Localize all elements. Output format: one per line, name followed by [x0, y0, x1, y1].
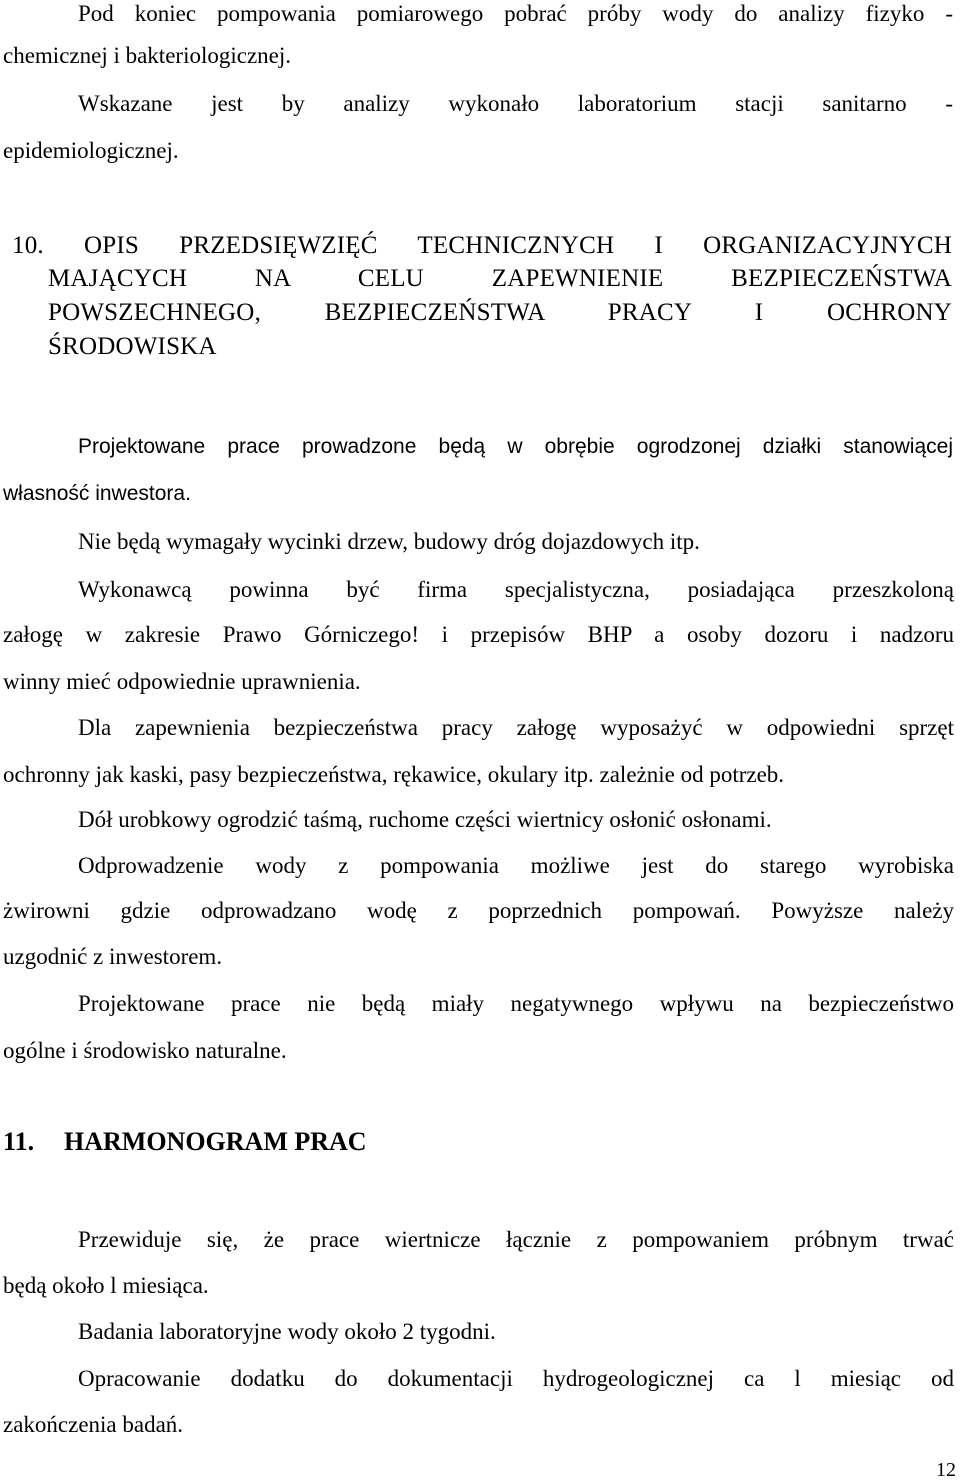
s11-paragraph-3-line-2: zakończenia badań. [3, 1412, 184, 1437]
s11-paragraph-3-line-1: Opracowanie dodatku do dokumentacji hydrogeologicznej ca l miesiąc od [78, 1366, 954, 1391]
s11-paragraph-1-line-2: będą około l miesiąca. [3, 1273, 209, 1298]
section-11-number: 11. [3, 1127, 35, 1156]
intro-line-4: epidemiologicznej. [3, 138, 179, 163]
s10-paragraph-7-line-2: ogólne i środowisko naturalne. [3, 1038, 287, 1063]
s10-paragraph-7-line-1: Projektowane prace nie będą miały negatywnego wpływu na bezpieczeństwo [78, 991, 954, 1016]
intro-line-2: chemicznej i bakteriologicznej. [3, 43, 292, 68]
s10-paragraph-5-line-1: Dół urobkowy ogrodzić taśmą, ruchome części wiertnicy osłonić osłonami. [78, 807, 772, 832]
section-11-title: HARMONOGRAM PRAC [64, 1127, 367, 1156]
s10-paragraph-3-line-2: załogę w zakresie Prawo Górniczego! i przepisów BHP a osoby dozoru i nadzoru [3, 622, 954, 647]
section-10-heading-line-3: POWSZECHNEGO, BEZPIECZEŃSTWA PRACY I OCHRONY [48, 299, 952, 326]
intro-line-3: Wskazane jest by analizy wykonało laboratorium stacji sanitarno - [78, 91, 953, 116]
section-10-heading-line-4: ŚRODOWISKA [48, 333, 217, 360]
s11-paragraph-1-line-1: Przewiduje się, że prace wiertnicze łącznie z pompowaniem próbnym trwać [78, 1227, 954, 1252]
s10-paragraph-2-line-1: Nie będą wymagały wycinki drzew, budowy dróg dojazdowych itp. [78, 529, 700, 554]
s10-paragraph-6-line-2: żwirowni gdzie odprowadzano wodę z poprzednich pompowań. Powyższe należy [3, 898, 954, 923]
s10-paragraph-1-line-1: Projektowane prace prowadzone będą w obrębie ogrodzonej działki stanowiącej [78, 435, 953, 458]
intro-line-1: Pod koniec pompowania pomiarowego pobrać próby wody do analizy fizyko - [78, 1, 953, 26]
page-number: 12 [936, 1459, 956, 1481]
section-10-heading-line-2: MAJĄCYCH NA CELU ZAPEWNIENIE BEZPIECZEŃSTWA [48, 265, 952, 292]
section-10-heading-line-1: 10. OPIS PRZEDSIĘWZIĘĆ TECHNICZNYCH I ORGANIZACYJNYCH [12, 232, 952, 259]
s10-paragraph-4-line-2: ochronny jak kaski, pasy bezpieczeństwa, rękawice, okulary itp. zależnie od potrzeb. [3, 762, 785, 787]
s10-paragraph-6-line-3: uzgodnić z inwestorem. [3, 944, 223, 969]
s10-paragraph-1-line-2: własność inwestora. [3, 482, 191, 505]
s10-paragraph-3-line-3: winny mieć odpowiednie uprawnienia. [3, 669, 361, 694]
s10-paragraph-4-line-1: Dla zapewnienia bezpieczeństwa pracy załogę wyposażyć w odpowiedni sprzęt [78, 715, 954, 740]
s10-paragraph-6-line-1: Odprowadzenie wody z pompowania możliwe jest do starego wyrobiska [78, 853, 954, 878]
s11-paragraph-2-line-1: Badania laboratoryjne wody około 2 tygodni. [78, 1319, 496, 1344]
s10-paragraph-3-line-1: Wykonawcą powinna być firma specjalistyczna, posiadająca przeszkoloną [78, 577, 954, 602]
